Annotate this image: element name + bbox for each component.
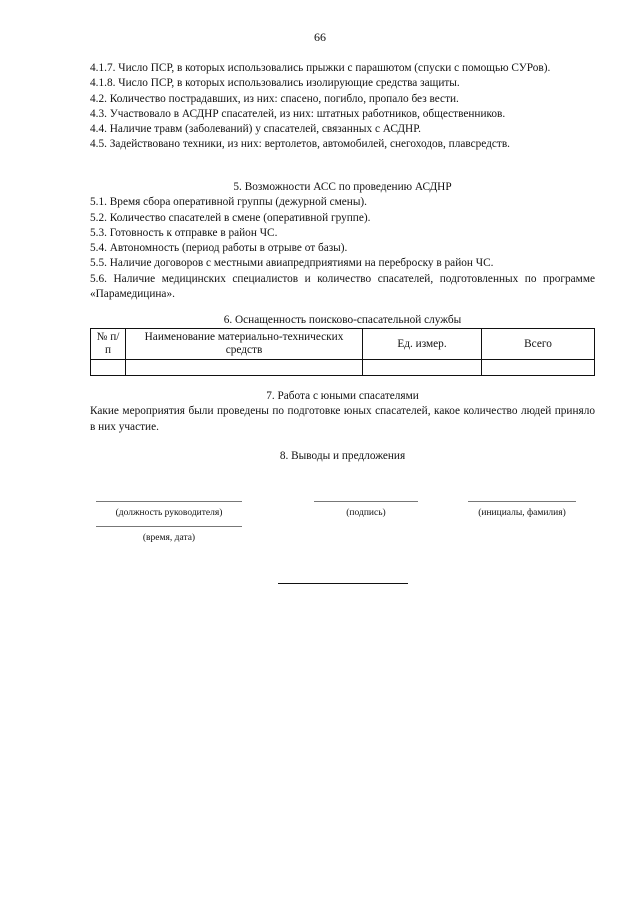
section-6 — [90, 313, 595, 376]
table-header-row — [91, 329, 595, 360]
signature-position-field — [96, 501, 242, 521]
col-total-header: Всего — [482, 329, 595, 360]
signature-line — [314, 501, 418, 502]
item-5-3: 5.3. Готовность к отправке в район ЧС. — [90, 226, 278, 239]
signature-name-field — [468, 501, 576, 521]
page-number: 66 — [314, 30, 326, 44]
item-4-3: 4.3. Участвовало в АСДНР спасателей, из них: штатных работников, общественников. — [90, 107, 506, 120]
signature-sign-field — [314, 501, 418, 521]
signature-position-label: (должность руководителя) — [115, 508, 223, 518]
item-5-6: 5.6. Наличие медицинских специалистов и количество спасателей, подготовленных по программе «Парамедицина». — [90, 272, 595, 301]
table-cell — [91, 360, 126, 376]
item-5-4: 5.4. Автономность (период работы в отрыве от базы). — [90, 242, 348, 255]
section-5 — [90, 180, 595, 302]
signature-datetime-label: (время, дата) — [142, 533, 196, 543]
section-8-heading: 8. Выводы и предложения — [279, 450, 406, 462]
signature-line — [468, 501, 576, 502]
section-7-heading: 7. Работа с юными спасателями — [266, 390, 419, 402]
col-number-header: № п/п — [91, 329, 126, 360]
section-7-text: Какие мероприятия были проведены по подготовке юных спасателей, какое количество людей приняло в них участие. — [90, 405, 595, 433]
item-5-5: 5.5. Наличие договоров с местными авиапредприятиями на переброску в район ЧС. — [90, 257, 494, 270]
equipment-table — [90, 328, 595, 376]
signature-datetime-field — [96, 526, 242, 546]
section-7 — [90, 389, 595, 435]
table-row — [91, 360, 595, 376]
signature-line — [96, 526, 242, 527]
section-4-list — [90, 61, 595, 153]
end-divider — [278, 583, 408, 584]
table-cell — [482, 360, 595, 376]
item-4-1-7: 4.1.7. Число ПСР, в которых использовались прыжки с парашютом (спуски с помощью СУРов). — [90, 62, 551, 74]
signature-name-label: (инициалы, фамилия) — [478, 508, 566, 518]
col-unit-header: Ед. измер. — [363, 329, 482, 360]
item-4-2: 4.2. Количество пострадавших, из них: спасено, погибло, пропало без вести. — [90, 92, 459, 105]
signature-line — [96, 501, 242, 502]
item-5-1: 5.1. Время сбора оперативной группы (дежурной смены). — [90, 196, 368, 209]
item-5-2: 5.2. Количество спасателей в смене (оперативной группе). — [90, 211, 371, 224]
item-4-4: 4.4. Наличие травм (заболеваний) у спасателей, связанных с АСДНР. — [90, 123, 421, 136]
section-8 — [90, 449, 595, 464]
section-6-heading: 6. Оснащенность поисково-спасательной службы — [223, 314, 462, 326]
section-5-heading: 5. Возможности АСС по проведению АСДНР — [233, 181, 452, 193]
table-cell — [363, 360, 482, 376]
col-name-header: Наименование материально-технических средств — [126, 329, 363, 360]
signature-sign-label: (подпись) — [346, 508, 386, 518]
item-4-1-8: 4.1.8. Число ПСР, в которых использовались изолирующие средства защиты. — [90, 77, 460, 90]
item-4-5: 4.5. Задействовано техники, из них: вертолетов, автомобилей, снегоходов, плавсредств. — [90, 138, 511, 151]
table-cell — [126, 360, 363, 376]
